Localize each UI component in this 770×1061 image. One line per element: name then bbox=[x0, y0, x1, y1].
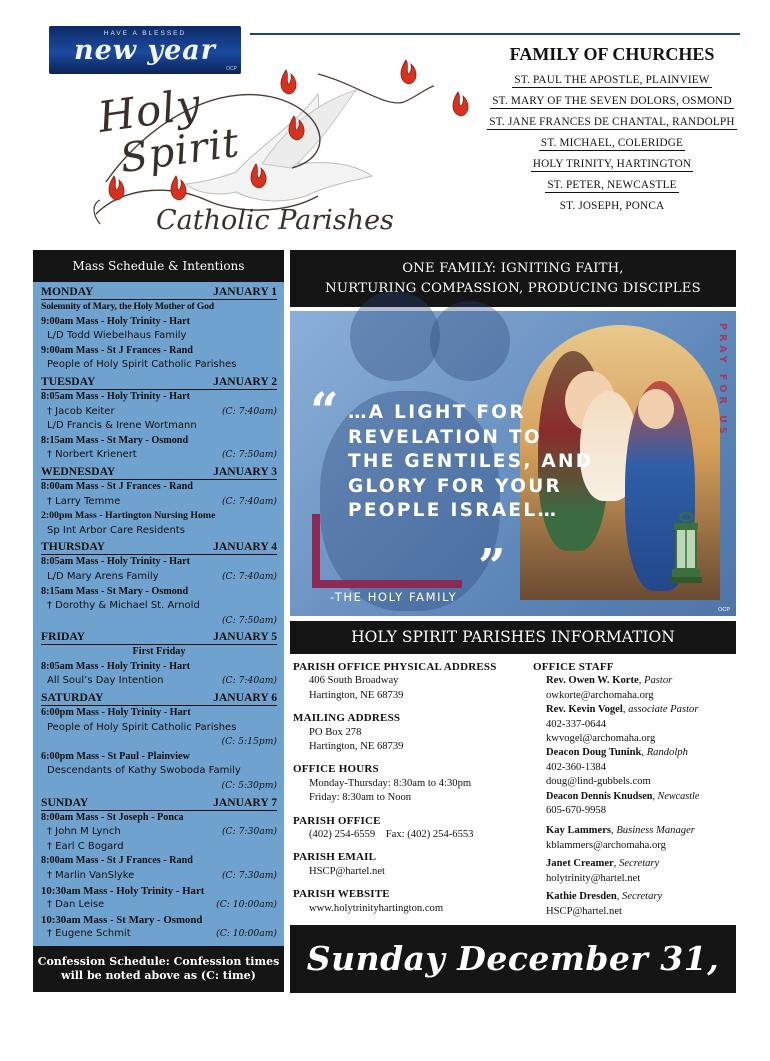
mass-schedule-panel bbox=[33, 250, 284, 992]
hours-line: Monday-Thursday: 8:30am to 4:30pm bbox=[309, 777, 472, 789]
mass-line: 10:30am Mass - St Mary - Osmond bbox=[41, 913, 203, 926]
confession-time: (C: 7:30am) bbox=[221, 826, 277, 838]
logo-holy-text: Holy bbox=[95, 79, 204, 142]
mailing-line: Hartington, NE 68739 bbox=[309, 741, 404, 753]
church-item: ST. MICHAEL, COLERIDGE bbox=[540, 137, 684, 149]
staff-phone: 402-337-0644 bbox=[546, 718, 607, 730]
staff-email[interactable]: HSCP@hartel.net bbox=[546, 905, 622, 917]
staff-email[interactable]: holytrinity@hartel.net bbox=[546, 872, 641, 884]
mailing-line: PO Box 278 bbox=[309, 726, 362, 738]
mass-line: 8:15am Mass - St Mary - Osmond bbox=[41, 585, 189, 597]
mass-line: 8:05am Mass - Holy Trinity - Hart bbox=[41, 660, 191, 672]
mass-line: 9:00am Mass - Holy Trinity - Hart bbox=[41, 315, 191, 327]
parish-info-left bbox=[293, 660, 529, 916]
background-figure bbox=[350, 291, 440, 381]
office-staff bbox=[533, 660, 739, 919]
day-heading-tuesday: TUESDAY JANUARY 2 bbox=[41, 374, 277, 388]
mass-line: 9:00am Mass - St J Frances - Rand bbox=[41, 344, 193, 356]
info-title-bar: HOLY SPIRIT PARISHES INFORMATION bbox=[290, 621, 736, 654]
staff-entry: Deacon Dennis Knudsen, Newcastle bbox=[546, 790, 700, 802]
staff-email[interactable]: kwvogel@archomaha.org bbox=[546, 733, 656, 745]
intention-line: Descendants of Kathy Swoboda Family bbox=[47, 765, 241, 777]
day-heading-saturday: SATURDAY JANUARY 6 bbox=[41, 691, 277, 705]
intention-line: † Dorothy & Michael St. Arnold bbox=[47, 600, 200, 612]
confession-time: (C: 7:30am) bbox=[221, 870, 277, 881]
staff-phone: 605-670-9958 bbox=[546, 805, 607, 817]
family-of-churches-list bbox=[478, 70, 746, 217]
mass-line: 6:00pm Mass - St Paul - Plainview bbox=[41, 750, 190, 762]
header-rule bbox=[250, 33, 740, 35]
intention-line: People of Holy Spirit Catholic Parishes bbox=[47, 721, 237, 733]
intention-line: † Eugene Schmit (C: 10:00am) bbox=[41, 927, 277, 942]
day-heading-thursday: THURSDAY JANUARY 4 bbox=[41, 540, 277, 554]
email-link[interactable]: HSCP@hartel.net bbox=[309, 865, 385, 877]
day-heading-monday: MONDAY JANUARY 1 bbox=[41, 285, 277, 298]
mass-line: 6:00pm Mass - Holy Trinity - Hart bbox=[41, 707, 191, 719]
mailing-heading: MAILING ADDRESS bbox=[293, 712, 401, 725]
close-quote-mark: ” bbox=[478, 539, 506, 595]
intention-line: People of Holy Spirit Catholic Parishes bbox=[47, 359, 237, 371]
banner-big-text: new year bbox=[73, 35, 217, 66]
intention-line: L/D Mary Arens Family (C: 7:40am) bbox=[41, 570, 277, 585]
staff-entry: Rev. Kevin Vogel, associate Pastor bbox=[546, 704, 699, 716]
feast-line: Solemnity of Mary, the Holy Mother of God bbox=[41, 301, 214, 312]
confession-time: (C: 5:15pm) bbox=[221, 736, 277, 748]
confession-footer-line: will be noted above as (C: time) bbox=[61, 969, 256, 982]
intention-line: All Soul’s Day Intention (C: 7:40am) bbox=[41, 674, 277, 689]
staff-entry: Kay Lammers, Business Manager bbox=[546, 825, 695, 837]
address-line: 406 South Broadway bbox=[309, 675, 399, 687]
church-item: ST. MARY OF THE SEVEN DOLORS, OSMOND bbox=[492, 95, 732, 107]
staff-email[interactable]: owkorte@archomaha.org bbox=[546, 689, 654, 701]
feast-line: First Friday bbox=[132, 646, 186, 658]
pray-for-us-text: PRAY FOR US bbox=[717, 323, 728, 438]
mass-schedule-header: Mass Schedule & Intentions bbox=[33, 250, 284, 282]
intention-line: Sp Int Arbor Care Residents bbox=[47, 524, 185, 536]
confession-footer bbox=[33, 946, 284, 992]
church-item: ST. JANE FRANCES DE CHANTAL, RANDOLPH bbox=[489, 116, 735, 128]
lantern-icon bbox=[666, 511, 706, 589]
staff-email[interactable]: kblammers@archomaha.org bbox=[546, 839, 666, 851]
mass-line: 8:05am Mass - Holy Trinity - Hart bbox=[41, 556, 191, 568]
hours-line: Friday: 8:30am to Noon bbox=[309, 792, 412, 804]
accent-bar bbox=[312, 514, 320, 588]
confession-time: (C: 7:50am) bbox=[221, 614, 277, 626]
logo-spirit-text: Spirit bbox=[117, 119, 243, 183]
staff-heading: OFFICE STAFF bbox=[533, 661, 614, 673]
family-of-churches-title: FAMILY OF CHURCHES bbox=[509, 44, 715, 64]
staff-email[interactable]: doug@lind-gubbels.com bbox=[546, 776, 651, 788]
intention-line: † Dan Leise (C: 10:00am) bbox=[41, 898, 277, 913]
church-item: ST. PAUL THE APOSTLE, PLAINVIEW bbox=[514, 74, 710, 86]
accent-bar bbox=[312, 580, 462, 588]
church-item: HOLY TRINITY, HARTINGTON bbox=[532, 158, 692, 170]
email-heading: PARISH EMAIL bbox=[293, 851, 377, 864]
staff-entry: Janet Creamer, Secretary bbox=[546, 858, 660, 870]
mass-line: 8:00am Mass - St Joseph - Ponca bbox=[41, 811, 184, 823]
address-heading: PARISH OFFICE PHYSICAL ADDRESS bbox=[293, 661, 497, 673]
office-heading: PARISH OFFICE bbox=[293, 814, 381, 827]
intention-line: † Jacob Keiter (C: 7:40am) bbox=[41, 405, 277, 420]
mass-line: 10:30am Mass - Holy Trinity - Hart bbox=[41, 884, 205, 897]
banner-credit: OCP bbox=[226, 66, 237, 72]
art-credit: OCP bbox=[718, 607, 730, 613]
holy-family-artwork bbox=[290, 311, 736, 616]
intention-line: † John M Lynch (C: 7:30am) bbox=[41, 825, 277, 840]
mary-face bbox=[638, 389, 674, 429]
staff-entry: Rev. Owen W. Korte, Pastor bbox=[546, 675, 673, 687]
staff-entry: Deacon Doug Tunink, Randolph bbox=[546, 747, 688, 759]
intention-line: L/D Francis & Irene Wortmann bbox=[47, 420, 197, 432]
website-link[interactable]: www.holytrinityhartington.com bbox=[309, 902, 444, 914]
church-item: ST. JOSEPH, PONCA bbox=[559, 200, 665, 212]
confession-time: (C: 5:30pm) bbox=[221, 780, 277, 792]
intention-line: † Marlin VanSlyke (C: 7:30am) bbox=[41, 869, 277, 884]
mass-line: 2:00pm Mass - Hartington Nursing Home bbox=[41, 510, 216, 522]
website-heading: PARISH WEBSITE bbox=[293, 888, 390, 901]
phone-fax-line: (402) 254-6559 Fax: (402) 254-6553 bbox=[309, 829, 474, 841]
confession-time: (C: 7:40am) bbox=[221, 495, 277, 507]
mass-line: 8:15am Mass - St Mary - Osmond bbox=[41, 434, 189, 446]
mission-line: ONE FAMILY: IGNITING FAITH, bbox=[402, 261, 624, 276]
mass-line: 8:00am Mass - St J Frances - Rand bbox=[41, 480, 193, 492]
confession-time: (C: 7:50am) bbox=[221, 449, 277, 461]
intention-line: † Earl C Bogard bbox=[47, 840, 124, 852]
confession-time: (C: 7:40am) bbox=[221, 405, 277, 417]
open-quote-mark: “ bbox=[310, 381, 339, 440]
intention-line: L/D Todd Wiebelhaus Family bbox=[47, 330, 187, 342]
scripture-quote: …A LIGHT FOR REVELATION TO THE GENTILES, AND GLORY FOR YOUR PEOPLE ISRAEL… bbox=[348, 402, 594, 521]
intention-line: † Norbert Krienert (C: 7:50am) bbox=[41, 448, 277, 463]
hours-heading: OFFICE HOURS bbox=[293, 763, 379, 776]
staff-phone: 402-360-1384 bbox=[546, 761, 607, 773]
intention-line: † Larry Temme (C: 7:40am) bbox=[41, 495, 277, 510]
staff-entry: Kathie Dresden, Secretary bbox=[546, 891, 663, 903]
mission-line: NURTURING COMPASSION, PRODUCING DISCIPLES bbox=[325, 281, 701, 296]
mass-line: 8:00am Mass - St J Frances - Rand bbox=[41, 855, 193, 867]
day-heading-friday: FRIDAY JANUARY 5 bbox=[41, 630, 277, 644]
mass-line: 8:05am Mass - Holy Trinity - Hart bbox=[41, 390, 191, 402]
day-heading-sunday: SUNDAY JANUARY 7 bbox=[41, 795, 277, 809]
confession-time: (C: 10:00am) bbox=[216, 899, 277, 911]
church-item: ST. PETER, NEWCASTLE bbox=[547, 179, 677, 191]
confession-time: (C: 7:40am) bbox=[221, 570, 277, 582]
bulletin-date: Sunday December 31, 2023 bbox=[290, 925, 736, 993]
quote-attribution: -THE HOLY FAMILY bbox=[330, 590, 458, 604]
confession-time: (C: 10:00am) bbox=[216, 928, 277, 940]
mission-banner bbox=[290, 250, 736, 307]
day-heading-wednesday: WEDNESDAY JANUARY 3 bbox=[41, 464, 277, 478]
banner-small-text: HAVE A BLESSED bbox=[103, 30, 187, 37]
confession-time: (C: 7:40am) bbox=[221, 675, 277, 687]
address-line: Hartington, NE 68739 bbox=[309, 689, 404, 701]
confession-footer-line: Confession Schedule: Confession times bbox=[37, 955, 280, 968]
logo-catholic-parishes-text: Catholic Parishes bbox=[156, 205, 394, 236]
background-figure bbox=[430, 301, 510, 381]
